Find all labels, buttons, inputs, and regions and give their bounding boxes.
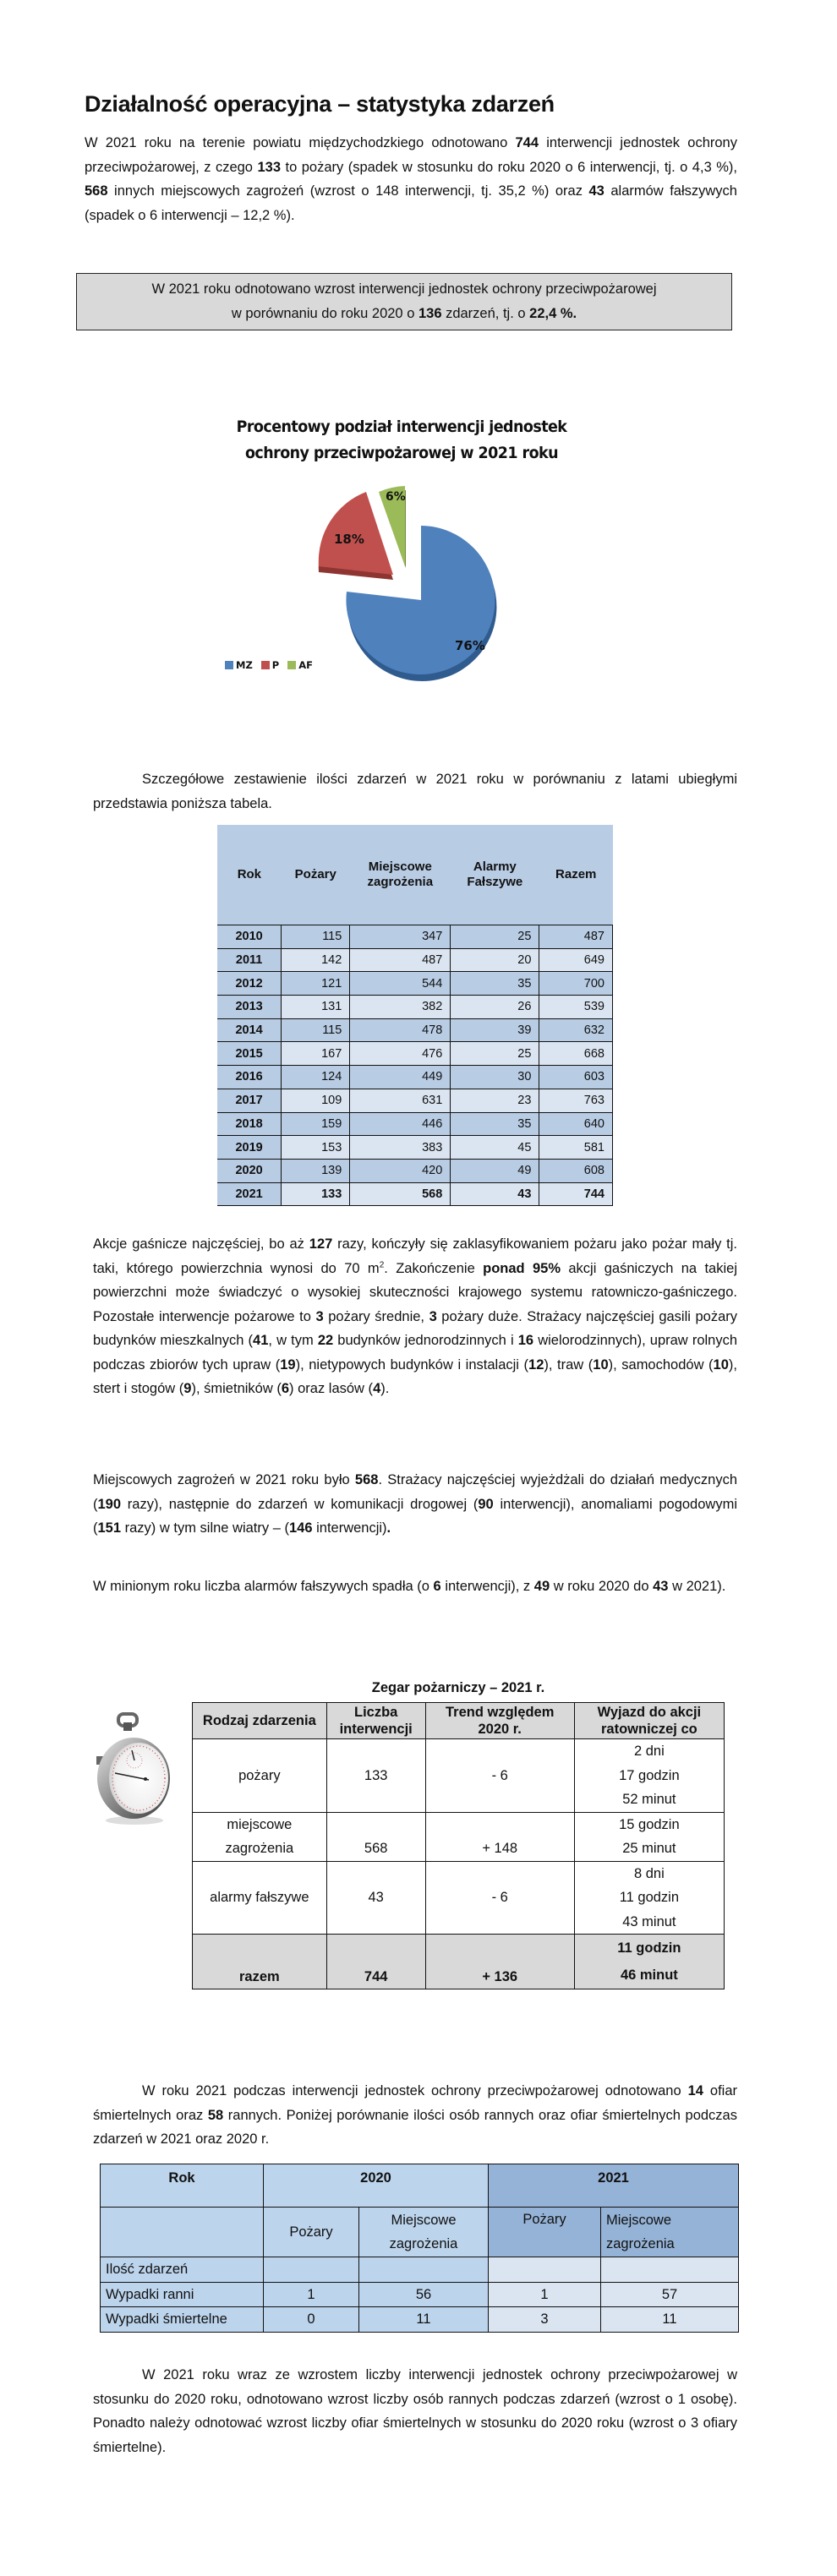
text: budynków jednorodzinnych i (333, 1333, 518, 1348)
value: 146 (288, 1520, 313, 1536)
table-row (217, 925, 613, 949)
text: Akcje gaśnicze najczęściej, bo aż (93, 1236, 309, 1252)
cell-type: miejscowe zagrożenia (193, 1812, 327, 1861)
col-header-interval: Wyjazd do akcji ratowniczej co (574, 1703, 724, 1739)
cell-fires: 133 (282, 1182, 350, 1206)
fire-clock-table (192, 1702, 725, 1989)
cell-value: 11 (359, 2307, 489, 2333)
interval-line: 8 dni (633, 1865, 665, 1881)
chart-legend (225, 659, 313, 671)
cell-interval (574, 1861, 724, 1935)
col-header-false-alarms: Alarmy Fałszywe (451, 825, 539, 925)
value: 12 (528, 1356, 544, 1373)
cell-local-threats: 420 (350, 1159, 451, 1182)
cell-value: 1 (264, 2282, 359, 2307)
cell-count: 568 (326, 1812, 425, 1861)
cell-value: 11 (601, 2307, 739, 2333)
table-row (217, 1089, 613, 1112)
table-row (101, 2307, 739, 2333)
table-row (101, 2282, 739, 2307)
table-row (217, 1182, 613, 1206)
text: ), traw ( (544, 1356, 594, 1373)
text: ), samochodów ( (608, 1356, 714, 1373)
cell-fires: 115 (282, 1018, 350, 1042)
pie-slice-p (319, 492, 393, 580)
fire-clock-header (193, 1703, 725, 1739)
text: ), stert i stogów ( (93, 1356, 737, 1396)
value: 6 (433, 1579, 441, 1594)
cell-year: 2017 (217, 1089, 282, 1112)
cell-fires: 153 (282, 1136, 350, 1160)
table-row (101, 2257, 739, 2283)
history-table (217, 825, 613, 1206)
cell-total: 668 (539, 1042, 613, 1066)
cell-false-alarms: 25 (451, 925, 539, 949)
pie-chart (211, 397, 592, 710)
text: , w tym (268, 1333, 318, 1348)
fire-clock-title: Zegar pożarniczy – 2021 r. (371, 1680, 545, 1695)
closing-paragraph: W 2021 roku wraz ze wzrostem liczby interwencji jednostek ochrony przeciwpożarowej w stosunku do 2020 roku, odnotowano wzrost liczby osób rannych podczas zdarzeń (wzrost o 1 osobę). Ponadto należy odnotować wzrost liczby ofiar śmiertelnych w stosunku do 2020 roku (wzrost o 3 ofiary śmiertelne). (93, 2367, 737, 2455)
casualties-table (100, 2164, 739, 2333)
table-row (217, 1112, 613, 1136)
casualties-year-header (101, 2164, 739, 2208)
cell-value (489, 2257, 601, 2283)
cell-total: 763 (539, 1089, 613, 1112)
cell-value: 57 (601, 2282, 739, 2307)
col-header-year: Rok (217, 825, 282, 925)
cell-false-alarms: 35 (451, 972, 539, 996)
col-header-local-threats: Miejscowe zagrożenia (350, 825, 451, 925)
local-threats-paragraph (93, 1468, 737, 1541)
cell-total: 581 (539, 1136, 613, 1160)
text: w 2021). (668, 1579, 726, 1594)
text: ) oraz lasów ( (289, 1381, 374, 1396)
cell-year: 2012 (217, 972, 282, 996)
text: W minionym roku liczba alarmów fałszywych spadła (o (93, 1579, 434, 1594)
text: . Strażacy najczęściej wyjeżdżali do działań medycznych ( (93, 1472, 737, 1512)
legend-label: P (271, 659, 280, 671)
legend-label: AF (298, 659, 313, 671)
col-header-year: Rok (101, 2164, 264, 2208)
table-row (217, 1042, 613, 1066)
deaths-count: 14 (687, 2083, 703, 2098)
cell-local-threats: 476 (350, 1042, 451, 1066)
value: 151 (97, 1520, 122, 1536)
casualties-intro-paragraph (93, 2079, 737, 2152)
value: 568 (354, 1472, 379, 1487)
table-row (193, 1812, 725, 1861)
table-row (193, 1861, 725, 1935)
casualties-body (101, 2257, 739, 2333)
cell-count: 133 (326, 1739, 425, 1813)
casualties-subheader (101, 2208, 739, 2257)
cell-fires: 159 (282, 1112, 350, 1136)
cell-year: 2020 (217, 1159, 282, 1182)
label-mz: 76% (455, 638, 485, 653)
cell-local-threats: 382 (350, 996, 451, 1019)
text: ), nietypowych budynków i instalacji ( (295, 1356, 529, 1373)
interval-line: 43 minut (622, 1913, 676, 1929)
cell-local-threats: 347 (350, 925, 451, 949)
legend-item-af (287, 659, 313, 671)
cell-value (264, 2257, 359, 2283)
fire-clock-body (193, 1739, 725, 1989)
cell-local-threats: 487 (350, 948, 451, 972)
cell-fires: 115 (282, 925, 350, 949)
cell-false-alarms: 23 (451, 1089, 539, 1112)
table-row (217, 948, 613, 972)
col-header-count: Liczba interwencji (326, 1703, 425, 1739)
text: razy, kończyły się zaklasyfikowaniem pożaru jako pożar mały tj. taki, którego powierzchnia wynosi do 70 m (93, 1236, 737, 1276)
cell-trend: - 6 (425, 1739, 574, 1813)
value: 22 (317, 1333, 334, 1348)
cell-false-alarms: 49 (451, 1159, 539, 1182)
text: alarmów fałszywych (spadek o 6 interwencji – 12,2 %). (85, 183, 737, 223)
cell-total: 632 (539, 1018, 613, 1042)
false-alarms-count: 43 (588, 183, 604, 199)
text: wielorodzinnych), upraw rolnych podczas zbiorów tych upraw ( (93, 1333, 738, 1373)
highlight-box (76, 273, 732, 330)
cell-year: 2016 (217, 1066, 282, 1089)
cell-fires: 142 (282, 948, 350, 972)
cell-total: 487 (539, 925, 613, 949)
interval-line: 15 godzin (619, 1816, 680, 1832)
cell-total: 744 (539, 1182, 613, 1206)
cell-local-threats: 568 (350, 1182, 451, 1206)
col-header-total: Razem (539, 825, 613, 925)
cell-total: 539 (539, 996, 613, 1019)
value: . (386, 1520, 391, 1536)
interval-line: 17 godzin (619, 1767, 680, 1783)
table-row (193, 1935, 725, 1989)
text: Miejscowych zagrożeń w 2021 roku było (93, 1472, 355, 1487)
row-label: Wypadki śmiertelne (101, 2307, 264, 2333)
cell-count: 43 (326, 1861, 425, 1935)
col-header-2020: 2020 (264, 2164, 489, 2208)
superscript: 2 (379, 1260, 385, 1269)
value: ponad 95% (483, 1260, 561, 1276)
fires-count: 133 (257, 159, 281, 175)
cell-local-threats: 449 (350, 1066, 451, 1089)
text: razy), następnie do zdarzeń w komunikacji drogowej ( (121, 1496, 479, 1512)
cell-false-alarms: 26 (451, 996, 539, 1019)
fires-paragraph (93, 1232, 737, 1401)
local-threats-count: 568 (85, 183, 108, 199)
value: 6 (281, 1381, 290, 1396)
cell-year: 2013 (217, 996, 282, 1019)
text: rannych. Poniżej porównanie ilości osób rannych oraz ofiar śmiertelnych podczas zdarzeń w 2021 oraz 2020 r. (93, 2107, 737, 2147)
cell-value: 1 (489, 2282, 601, 2307)
cell-year: 2019 (217, 1136, 282, 1160)
cell-value: 3 (489, 2307, 601, 2333)
cell-total: 640 (539, 1112, 613, 1136)
cell-false-alarms: 35 (451, 1112, 539, 1136)
value: 9 (183, 1381, 192, 1396)
text: ). (380, 1381, 390, 1396)
cell-local-threats: 446 (350, 1112, 451, 1136)
interval-line: 46 minut (620, 1967, 678, 1983)
text: w porównaniu do roku 2020 o (231, 306, 418, 321)
intro-paragraph (85, 131, 737, 227)
legend-item-mz (225, 659, 253, 671)
cell-total: 649 (539, 948, 613, 972)
cell-total: 603 (539, 1066, 613, 1089)
text: interwencji), z (440, 1579, 534, 1594)
row-label: Wypadki ranni (101, 2282, 264, 2307)
cell-fires: 109 (282, 1089, 350, 1112)
value: 43 (653, 1579, 669, 1594)
cell-value (359, 2257, 489, 2283)
col-header-2021: 2021 (489, 2164, 739, 2208)
value: 3 (315, 1308, 324, 1324)
cell-interval (574, 1935, 724, 1989)
value: 49 (533, 1579, 550, 1594)
label-af: 6% (386, 490, 406, 504)
value: 16 (517, 1333, 534, 1348)
text: W 2021 roku na terenie powiatu międzychodzkiego odnotowano (85, 135, 516, 150)
chart-title: Procentowy podział interwencji jednostek ochrony przeciwpożarowej w 2021 roku (236, 418, 567, 462)
cell-total: 700 (539, 972, 613, 996)
text: interwencji jednostek ochrony przeciwpożarowej, z czego (85, 135, 737, 175)
col-header-fires: Pożary (282, 825, 350, 925)
interval-line: 52 minut (622, 1792, 676, 1807)
highlight-line-2 (77, 302, 731, 326)
table-row (217, 1159, 613, 1182)
cell-year: 2015 (217, 1042, 282, 1066)
cell-false-alarms: 20 (451, 948, 539, 972)
text: zdarzeń, tj. o (441, 306, 530, 321)
value: 190 (97, 1496, 122, 1512)
text: interwencji), anomaliami pogodowymi ( (93, 1496, 737, 1536)
subheader-2021-fires: Pożary (489, 2208, 601, 2257)
value: 41 (253, 1333, 269, 1348)
text: pożary duże. Strażacy najczęściej gasili pożary budynków mieszkalnych ( (93, 1308, 737, 1348)
value: 19 (280, 1356, 296, 1373)
text: ofiar śmiertelnych oraz (93, 2083, 737, 2123)
text: . Zakończenie (384, 1260, 484, 1276)
cell-interval (574, 1812, 724, 1861)
text: W roku 2021 podczas interwencji jednostek ochrony przeciwpożarowej odnotowano (142, 2083, 688, 2098)
cell-fires: 131 (282, 996, 350, 1019)
injured-count: 58 (207, 2107, 224, 2123)
subheader-2020-fires: Pożary (264, 2208, 359, 2257)
table-row (217, 1018, 613, 1042)
cell-value: 56 (359, 2282, 489, 2307)
table-row (193, 1739, 725, 1813)
subheader-2020-local: Miejscowe zagrożenia (359, 2208, 489, 2257)
label-p: 18% (334, 532, 364, 547)
cell-type: razem (193, 1935, 327, 1989)
row-label: Ilość zdarzeń (101, 2257, 264, 2283)
text: pożary średnie, (323, 1308, 429, 1324)
cell-local-threats: 544 (350, 972, 451, 996)
cell-year: 2014 (217, 1018, 282, 1042)
text: akcji gaśniczych na takiej powierzchni może świadczyć o wysokiej skuteczności krajowego systemu ratowniczo-gaśniczego. Pozostałe interwencje pożarowe to (93, 1260, 737, 1324)
cell-fires: 139 (282, 1159, 350, 1182)
table-row (217, 972, 613, 996)
cell-fires: 167 (282, 1042, 350, 1066)
legend-label: MZ (236, 659, 253, 671)
cell-local-threats: 478 (350, 1018, 451, 1042)
increase-percent: 22,4 %. (529, 306, 577, 321)
history-table-body (217, 925, 613, 1206)
col-header-event-type: Rodzaj zdarzenia (193, 1703, 327, 1739)
cell-year: 2011 (217, 948, 282, 972)
cell-trend: + 148 (425, 1812, 574, 1861)
value: 10 (593, 1356, 609, 1373)
cell-local-threats: 631 (350, 1089, 451, 1112)
legend-item-p (261, 659, 279, 671)
cell-value: 0 (264, 2307, 359, 2333)
interval-line: 11 godzin (619, 1890, 680, 1905)
interval-line: 11 godzin (617, 1940, 681, 1956)
text: to pożary (spadek w stosunku do roku 2020 o 6 interwencji, tj. o 4,3 %), (281, 159, 737, 175)
cell-year: 2010 (217, 925, 282, 949)
highlight-line-1: W 2021 roku odnotowano wzrost interwencji jednostek ochrony przeciwpożarowej (151, 281, 657, 297)
page-title: Działalność operacyjna – statystyka zdarzeń (85, 91, 555, 117)
cell-year: 2021 (217, 1182, 282, 1206)
cell-false-alarms: 39 (451, 1018, 539, 1042)
history-table-header (217, 825, 613, 925)
legend-swatch-p (261, 661, 270, 669)
cell-false-alarms: 25 (451, 1042, 539, 1066)
false-alarms-paragraph (93, 1575, 737, 1599)
cell-type: pożary (193, 1739, 327, 1813)
text: interwencji) (312, 1520, 387, 1536)
table-row (217, 1066, 613, 1089)
cell-interval (574, 1739, 724, 1813)
text: ), śmietników ( (191, 1381, 282, 1396)
increase-count: 136 (418, 306, 442, 321)
text: innych miejscowych zagrożeń (wzrost o 148 interwencji, tj. 35,2 %) oraz (107, 183, 589, 199)
stopwatch-icon (88, 1709, 181, 1827)
cell-false-alarms: 30 (451, 1066, 539, 1089)
value: 3 (429, 1308, 437, 1324)
total-interventions: 744 (515, 135, 539, 150)
interval-line: 25 minut (622, 1841, 676, 1856)
cell-fires: 124 (282, 1066, 350, 1089)
text: w roku 2020 do (550, 1579, 654, 1594)
cell-fires: 121 (282, 972, 350, 996)
cell-false-alarms: 43 (451, 1182, 539, 1206)
value: 10 (713, 1356, 729, 1373)
subheader-2021-local: Miejscowe zagrożenia (601, 2208, 739, 2257)
cell-total: 608 (539, 1159, 613, 1182)
table-row (217, 1136, 613, 1160)
table-row (217, 996, 613, 1019)
value: 4 (373, 1381, 381, 1396)
cell-count: 744 (326, 1935, 425, 1989)
cell-value (601, 2257, 739, 2283)
cell-local-threats: 383 (350, 1136, 451, 1160)
table-intro-paragraph: Szczegółowe zestawienie ilości zdarzeń w 2021 roku w porównaniu z latami ubiegłymi przedstawia poniższa tabela. (93, 772, 737, 811)
cell-trend: + 136 (425, 1935, 574, 1989)
cell-trend: - 6 (425, 1861, 574, 1935)
value: 127 (309, 1236, 333, 1252)
text: razy) w tym silne wiatry – ( (121, 1520, 289, 1536)
value: 90 (478, 1496, 494, 1512)
legend-swatch-mz (225, 661, 233, 669)
interval-line: 2 dni (633, 1744, 665, 1759)
col-header-trend: Trend względem 2020 r. (425, 1703, 574, 1739)
legend-swatch-af (287, 661, 296, 669)
cell-false-alarms: 45 (451, 1136, 539, 1160)
empty-cell (101, 2208, 264, 2257)
cell-year: 2018 (217, 1112, 282, 1136)
cell-type: alarmy fałszywe (193, 1861, 327, 1935)
